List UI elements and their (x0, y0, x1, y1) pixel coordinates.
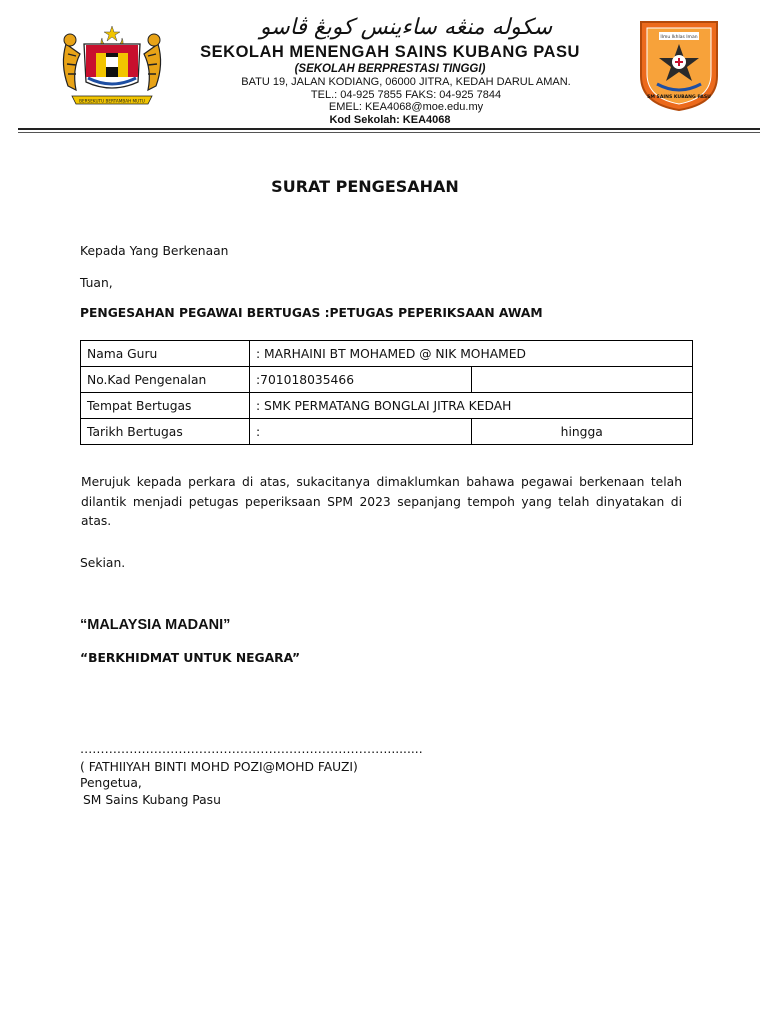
table-row (81, 367, 693, 393)
letterhead (0, 0, 768, 135)
closing: Sekian. (80, 556, 126, 570)
signatory-school: SM Sains Kubang Pasu (83, 793, 221, 807)
signature-line: …………………………………………………………………......... (80, 742, 423, 756)
row-label: Tarikh Bertugas (81, 419, 250, 445)
row-value: :701018035466 (250, 367, 472, 393)
subject-line: PENGESAHAN PEGAWAI BERTUGAS :PETUGAS PEPERIKSAAN AWAM (80, 306, 543, 320)
body-paragraph: Merujuk kepada perkara di atas, sukacitanya dimaklumkan bahawa pegawai berkenaan telah dilantik menjadi petugas peperiksaan SPM 2023 sepanjang tempoh yang telah dinyatakan di atas. (81, 475, 682, 528)
row-label: Nama Guru (81, 341, 250, 367)
addressee: Kepada Yang Berkenaan (80, 244, 229, 258)
table-row (81, 341, 693, 367)
jawi-school-name (259, 2, 553, 46)
officer-details-table (80, 340, 693, 445)
school-email: EMEL: KEA4068@moe.edu.my (328, 101, 484, 113)
school-name: SEKOLAH MENENGAH SAINS KUBANG PASU (200, 43, 580, 61)
table-row (81, 419, 693, 445)
salutation: Tuan, (80, 276, 113, 290)
row-extra (471, 367, 693, 393)
row-value: : SMK PERMATANG BONGLAI JITRA KEDAH (250, 393, 693, 419)
slogan-malaysia-madani: “MALAYSIA MADANI” (80, 617, 231, 633)
school-code: Kod Sekolah: KEA4068 (329, 113, 451, 126)
sm-sains-kubang-pasu-logo-icon (637, 18, 721, 112)
logo-bottom-text: SM SAINS KUBANG PASU (647, 95, 711, 100)
crest-motto: BERSEKUTU BERTAMBAH MUTU (79, 98, 145, 104)
table-row (81, 393, 693, 419)
logo-top-text: Ilmu Ikhlas Iman (660, 35, 698, 40)
row-value: : (250, 419, 472, 445)
school-address: BATU 19, JALAN KODIANG, 06000 JITRA, KEDAH DARUL AMAN. (241, 76, 571, 88)
letter-title: SURAT PENGESAHAN (271, 177, 459, 196)
row-label: No.Kad Pengenalan (81, 367, 250, 393)
svg-text:سكوله منڠه ساءينس كوبڠ ڤاسو: سكوله منڠه ساءينس كوبڠ ڤاسو (259, 15, 553, 40)
row-label: Tempat Bertugas (81, 393, 250, 419)
header-rule-thin (18, 132, 760, 133)
slogan-berkhidmat: “BERKHIDMAT UNTUK NEGARA” (80, 651, 301, 665)
row-extra: hingga (471, 419, 693, 445)
malaysia-coat-of-arms-icon (58, 24, 166, 110)
header-rule (18, 128, 760, 130)
school-phone: TEL.: 04-925 7855 FAKS: 04-925 7844 (310, 88, 502, 101)
row-value: : MARHAINI BT MOHAMED @ NIK MOHAMED (250, 341, 693, 367)
signatory-name: ( FATHIIYAH BINTI MOHD POZI@MOHD FAUZI) (80, 760, 358, 774)
school-details (195, 42, 605, 127)
school-motto: (SEKOLAH BERPRESTASI TINGGI) (294, 63, 486, 75)
signatory-title: Pengetua, (80, 776, 142, 790)
